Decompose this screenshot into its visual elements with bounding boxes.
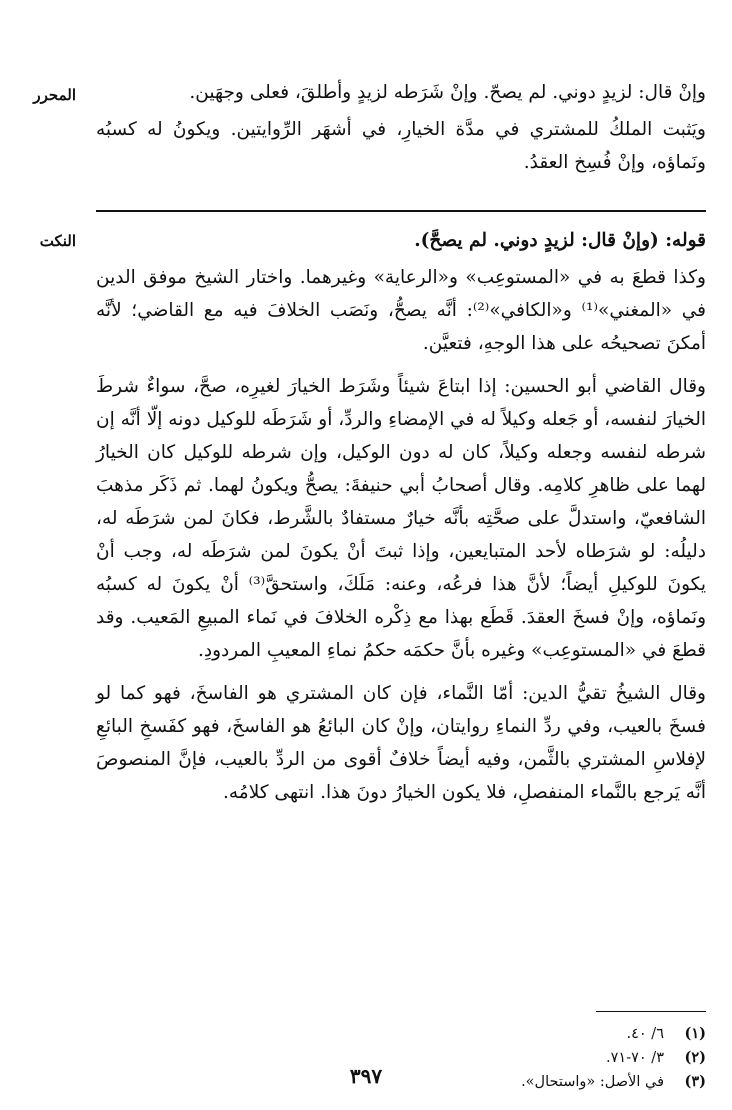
section-divider: [96, 210, 706, 212]
muharrar-line-2: ويَثبت الملكُ للمشتري في مدَّة الخيارِ، في أشهَر الرِّوايتين. ويكونُ له كسبُه ونَماؤه، وإنْ فُسِخ العقدُ.: [96, 119, 706, 173]
nukat-paragraph-2: وقال القاضي أبو الحسين: إذا ابتاعَ شيئاً وشَرَط الخيارَ لغيرِه، صحَّ، سواءٌ شرطَ الخيارَ لنفسه، أو جَعله وكيلاً له في الإمضاءِ والردِّ، أو شَرَطَه للوكيل دونه إلّا أنَّه إن شرطه لنفسه وجعله وكيلاً، كان له دون الوكيل، وإن شرطه للوكيل كان الخيارُ لهما على ظاهرِ كلامِه. وقال أصحابُ أبي حنيفةَ: يصحُّ ويكونُ لهما. ثم ذَكَر مذهبَ الشافعيّ، واستدلَّ على صحَّتِه بأنَّه خيارٌ مستفادٌ بالشَّرط، فكانَ لمن شرَطَه له، دليلُه: لو شرَطاه لأحد المتبايعين، وإذا ثبتَ أنْ يكونَ لمن شرَطَه له، وجب أنْ يكونَ للوكيلِ أيضاً؛ لأنَّ هذا فرعُه، وعنه: مَلَكَ، واستحقَّ⁽³⁾ أنْ يكونَ له كسبُه ونَماؤه، وإنْ فسخَ العقدَ. قَطَع بهذا مع ذِكْره الخلافَ في نَماء المبيعِ المَعيب. وقد قطعَ في «المستوعِب» وغيره بأنَّ حكمَه حكمُ نماءِ المعيبِ المردودِ.: [96, 376, 706, 661]
footnote-divider: [596, 1011, 706, 1012]
muharrar-line-1: وإنْ قال: لزيدٍ دوني. لم يصحّ. وإنْ شَرَطه لزيدٍ وأطلقَ، فعلى وجهَين.: [189, 82, 706, 103]
nukat-text-block: [96, 224, 706, 819]
side-label-nukat: النكت: [39, 232, 76, 250]
side-label-muharrar: المحرر: [33, 86, 76, 104]
nukat-paragraph-3: وقال الشيخُ تقيُّ الدين: أمّا النَّماء، فإن كان المشتري هو الفاسخَ، فهو كما لو فسخَ بالعيب، وفي ردِّ النماءِ روايتان، وإنْ كان البائعُ هو الفاسخَ، فهو كفَسخِ البائعِ لإفلاسِ المشتري بالثَّمن، وفيه أيضاً خلافٌ أقوى من الردِّ بالعيب، فإنَّ المنصوصَ أنَّه يَرجع بالنَّماء المنفصلِ، فلا يكون الخيارُ دونَ هذا. انتهى كلامُه.: [96, 683, 706, 803]
footnote-text: ٣/ ٧٠-٧١.: [606, 1050, 664, 1066]
footnote-number: (١): [684, 1025, 706, 1042]
muharrar-text-block: [96, 76, 706, 179]
page-number: ٣٩٧: [349, 1064, 383, 1088]
footnote-number: (٢): [684, 1049, 706, 1066]
footnote-text: في الأصل: «واستحال».: [521, 1074, 664, 1090]
nukat-heading: قوله: (وإنْ قال: لزيدٍ دوني. لم يصحَّ).: [414, 230, 706, 251]
footnote-item: [96, 1022, 706, 1046]
footnote-text: ٦/ ٤٠.: [626, 1026, 664, 1042]
footnote-number: (٣): [684, 1073, 706, 1090]
nukat-paragraph-1: وكذا قطعَ به في «المستوعِب» و«الرعاية» وغيرهما. واختار الشيخ موفق الدين في «المغني»⁽¹⁾ و«الكافي»⁽²⁾: أنَّه يصحُّ، ونَصَب الخلافَ فيه مع القاضي؛ لأنَّه أمكنَ تصحيحُه على هذا الوجهِ، فتعيَّن.: [96, 267, 706, 354]
